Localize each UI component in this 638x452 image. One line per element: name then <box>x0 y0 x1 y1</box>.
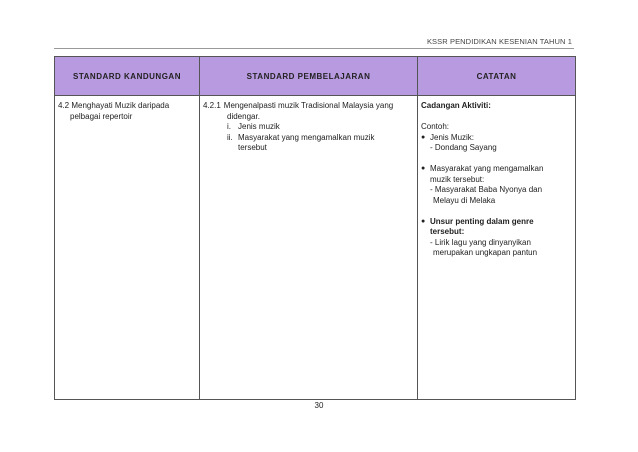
curriculum-table <box>54 56 576 400</box>
table-header-row <box>55 57 576 96</box>
list-item <box>421 164 575 175</box>
cell-standard-pembelajaran <box>200 96 418 400</box>
bullet-sub: - Masyarakat Baba Nyonya dan <box>430 185 543 194</box>
bullet-icon: ● <box>421 217 426 225</box>
pembelajaran-item <box>203 101 417 112</box>
kandungan-line2: pelbagai repertoir <box>70 111 133 121</box>
bullet-text-cont: muzik tersebut: <box>430 174 485 184</box>
table-row <box>55 96 576 400</box>
bullet-sub-cont: Melayu di Melaka <box>433 195 496 205</box>
cell-catatan <box>418 96 576 400</box>
subitem-numeral: i. <box>227 122 231 131</box>
bullet-icon: ● <box>421 133 426 141</box>
cell-standard-kandungan <box>55 96 200 400</box>
pembelajaran-number: 4.2.1 <box>203 101 221 110</box>
bullet-sub-cont: merupakan ungkapan pantun <box>433 248 538 257</box>
document-header: KSSR PENDIDIKAN KESENIAN TAHUN 1 <box>426 37 572 46</box>
pembelajaran-text1: Mengenalpasti muzik Tradisional Malaysia yang <box>223 101 394 110</box>
bullet-text: Jenis Muzik: <box>430 132 475 142</box>
column-header-standard-pembelajaran: STANDARD PEMBELAJARAN <box>200 57 418 96</box>
bullet-sub: - Lirik lagu yang dinyanyikan <box>430 237 531 247</box>
catatan-contoh: Contoh: <box>421 122 450 131</box>
bullet-icon: ● <box>421 165 426 172</box>
list-item <box>421 217 575 228</box>
pembelajaran-subitem <box>203 122 417 133</box>
list-item <box>421 133 575 144</box>
subitem-text: Jenis muzik <box>238 122 280 131</box>
subitem-text: Masyarakat yang mengamalkan muzik <box>238 132 375 142</box>
page-number: 30 <box>314 401 324 410</box>
header-divider <box>54 48 574 49</box>
bullet-text-cont: tersebut: <box>430 227 465 236</box>
subitem-numeral: ii. <box>227 132 233 142</box>
column-header-standard-kandungan: STANDARD KANDUNGAN <box>55 57 200 96</box>
bullet-text: Masyarakat yang mengamalkan <box>430 164 544 173</box>
bullet-text: Unsur penting dalam genre <box>430 216 534 226</box>
pembelajaran-text2: didengar. <box>227 111 260 121</box>
subitem-continuation: tersebut <box>238 143 267 152</box>
column-header-catatan: CATATAN <box>418 57 576 96</box>
pembelajaran-subitem <box>203 133 417 144</box>
kandungan-line1: 4.2 Menghayati Muzik daripada <box>58 101 170 110</box>
bullet-sub: - Dondang Sayang <box>430 143 497 152</box>
catatan-title: Cadangan Aktiviti: <box>421 101 491 110</box>
